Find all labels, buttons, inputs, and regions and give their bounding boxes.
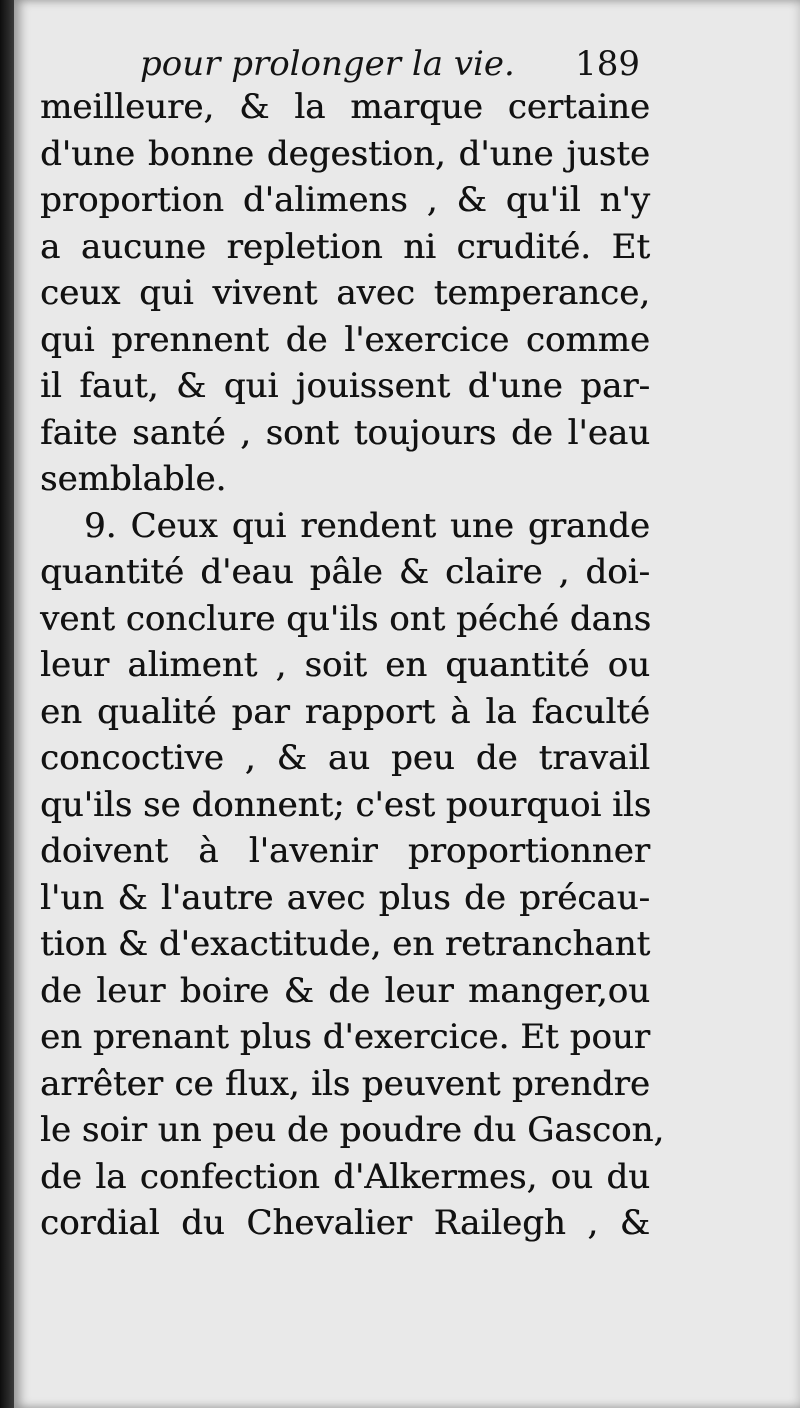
paragraph-start-line: 9. Ceux qui rendent une grande bbox=[84, 505, 650, 546]
text-line: leur aliment , soit en quantité ou bbox=[40, 645, 650, 685]
text-line: a aucune repletion ni crudité. Et bbox=[40, 226, 650, 267]
text-line: de leur boire & de leur manger,ou bbox=[40, 970, 650, 1011]
text-line: en prenant plus d'exercice. Et pour bbox=[40, 1017, 650, 1057]
text-line: arrêter ce flux, ils peuvent prendre bbox=[40, 1063, 650, 1104]
text-line: tion & d'exactitude, en retranchant bbox=[40, 924, 651, 964]
text-line: qui prennent de l'exercice comme bbox=[40, 319, 650, 360]
text-line: l'un & l'autre avec plus de précau- bbox=[40, 877, 650, 918]
text-line: faite santé , sont toujours de l'eau bbox=[40, 412, 650, 453]
text-line: ceux qui vivent avec temperance, bbox=[40, 273, 650, 313]
text-line: d'une bonne degestion, d'une juste bbox=[40, 133, 650, 174]
text-line: meilleure, & la marque certaine bbox=[40, 87, 650, 127]
page-gutter-shadow bbox=[0, 0, 14, 1408]
text-line: en qualité par rapport à la faculté bbox=[40, 691, 650, 732]
page-number: 189 bbox=[575, 44, 640, 84]
text-line: le soir un peu de poudre du Gascon, bbox=[40, 1110, 665, 1150]
paragraph-end-line: semblable. bbox=[40, 459, 227, 499]
text-line: quantité d'eau pâle & claire , doi- bbox=[40, 552, 650, 592]
body-text bbox=[40, 84, 665, 1247]
text-line: proportion d'alimens , & qu'il n'y bbox=[40, 180, 650, 220]
running-head: pour prolonger la vie. bbox=[140, 44, 515, 84]
text-line: cordial du Chevalier Railegh , & bbox=[40, 1203, 650, 1243]
text-line: qu'ils se donnent; c'est pourquoi ils bbox=[40, 784, 652, 825]
text-line: doivent à l'avenir proportionner bbox=[40, 831, 650, 871]
text-line: vent conclure qu'ils ont péché dans bbox=[40, 598, 652, 639]
text-line: de la confection d'Alkermes, ou du bbox=[40, 1156, 650, 1197]
text-line: concoctive , & au peu de travail bbox=[40, 738, 650, 778]
text-line: il faut, & qui jouissent d'une par- bbox=[40, 366, 650, 406]
